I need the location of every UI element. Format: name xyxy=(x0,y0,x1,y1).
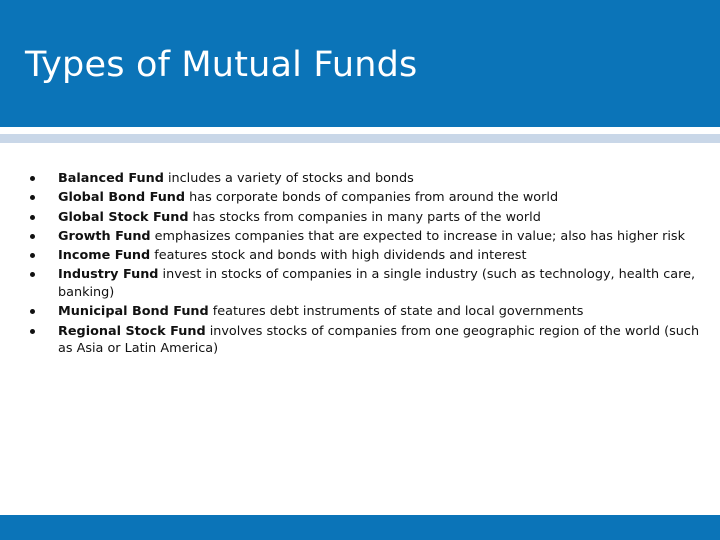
title-banner xyxy=(0,0,720,127)
bullet-term: Global Stock Fund xyxy=(58,209,189,225)
bullet-item-balanced-fund xyxy=(30,170,700,188)
bullet-item-growth-fund xyxy=(30,228,700,246)
bullet-term: Income Fund xyxy=(58,248,151,264)
bullet-dot-icon xyxy=(30,309,35,314)
bullet-description: has corporate bonds of companies from around the world xyxy=(185,190,559,206)
footer-bar xyxy=(0,515,720,540)
bullet-item-income-fund xyxy=(30,247,700,265)
bullet-dot-icon xyxy=(30,329,35,334)
bullet-description: has stocks from companies in many parts of the world xyxy=(188,209,541,225)
bullet-term: Industry Fund xyxy=(58,267,159,283)
bullet-term: Growth Fund xyxy=(58,228,151,244)
bullet-dot-icon xyxy=(30,234,35,239)
bullet-dot-icon xyxy=(30,215,35,220)
bullet-dot-icon xyxy=(30,195,35,200)
bullet-term: Regional Stock Fund xyxy=(58,323,206,339)
bullet-description: features stock and bonds with high dividends and interest xyxy=(150,248,527,264)
bullet-item-industry-fund xyxy=(30,266,700,301)
bullet-item-municipal-bond-fund xyxy=(30,303,700,321)
slide-title: Types of Mutual Funds xyxy=(25,45,418,85)
bullet-list xyxy=(30,170,700,359)
bullet-description: emphasizes companies that are expected to increase in value; also has higher risk xyxy=(150,228,685,244)
bullet-description: features debt instruments of state and local governments xyxy=(208,304,584,320)
bullet-item-global-stock-fund xyxy=(30,209,700,227)
bullet-item-regional-stock-fund xyxy=(30,323,700,358)
bullet-term: Balanced Fund xyxy=(58,171,164,186)
bullet-dot-icon xyxy=(30,253,35,258)
bullet-term: Global Bond Fund xyxy=(58,190,186,206)
bullet-item-global-bond-fund xyxy=(30,189,700,207)
accent-divider xyxy=(0,134,720,143)
bullet-description: involves stocks of companies from one geographic region of the world (such as Asia or Latin America) xyxy=(58,323,700,357)
bullet-dot-icon xyxy=(30,176,35,181)
bullet-description: includes a variety of stocks and bonds xyxy=(163,171,414,186)
bullet-dot-icon xyxy=(30,272,35,277)
bullet-term: Municipal Bond Fund xyxy=(58,304,209,320)
bullet-description: invest in stocks of companies in a single industry (such as technology, health care, banking) xyxy=(58,267,696,300)
